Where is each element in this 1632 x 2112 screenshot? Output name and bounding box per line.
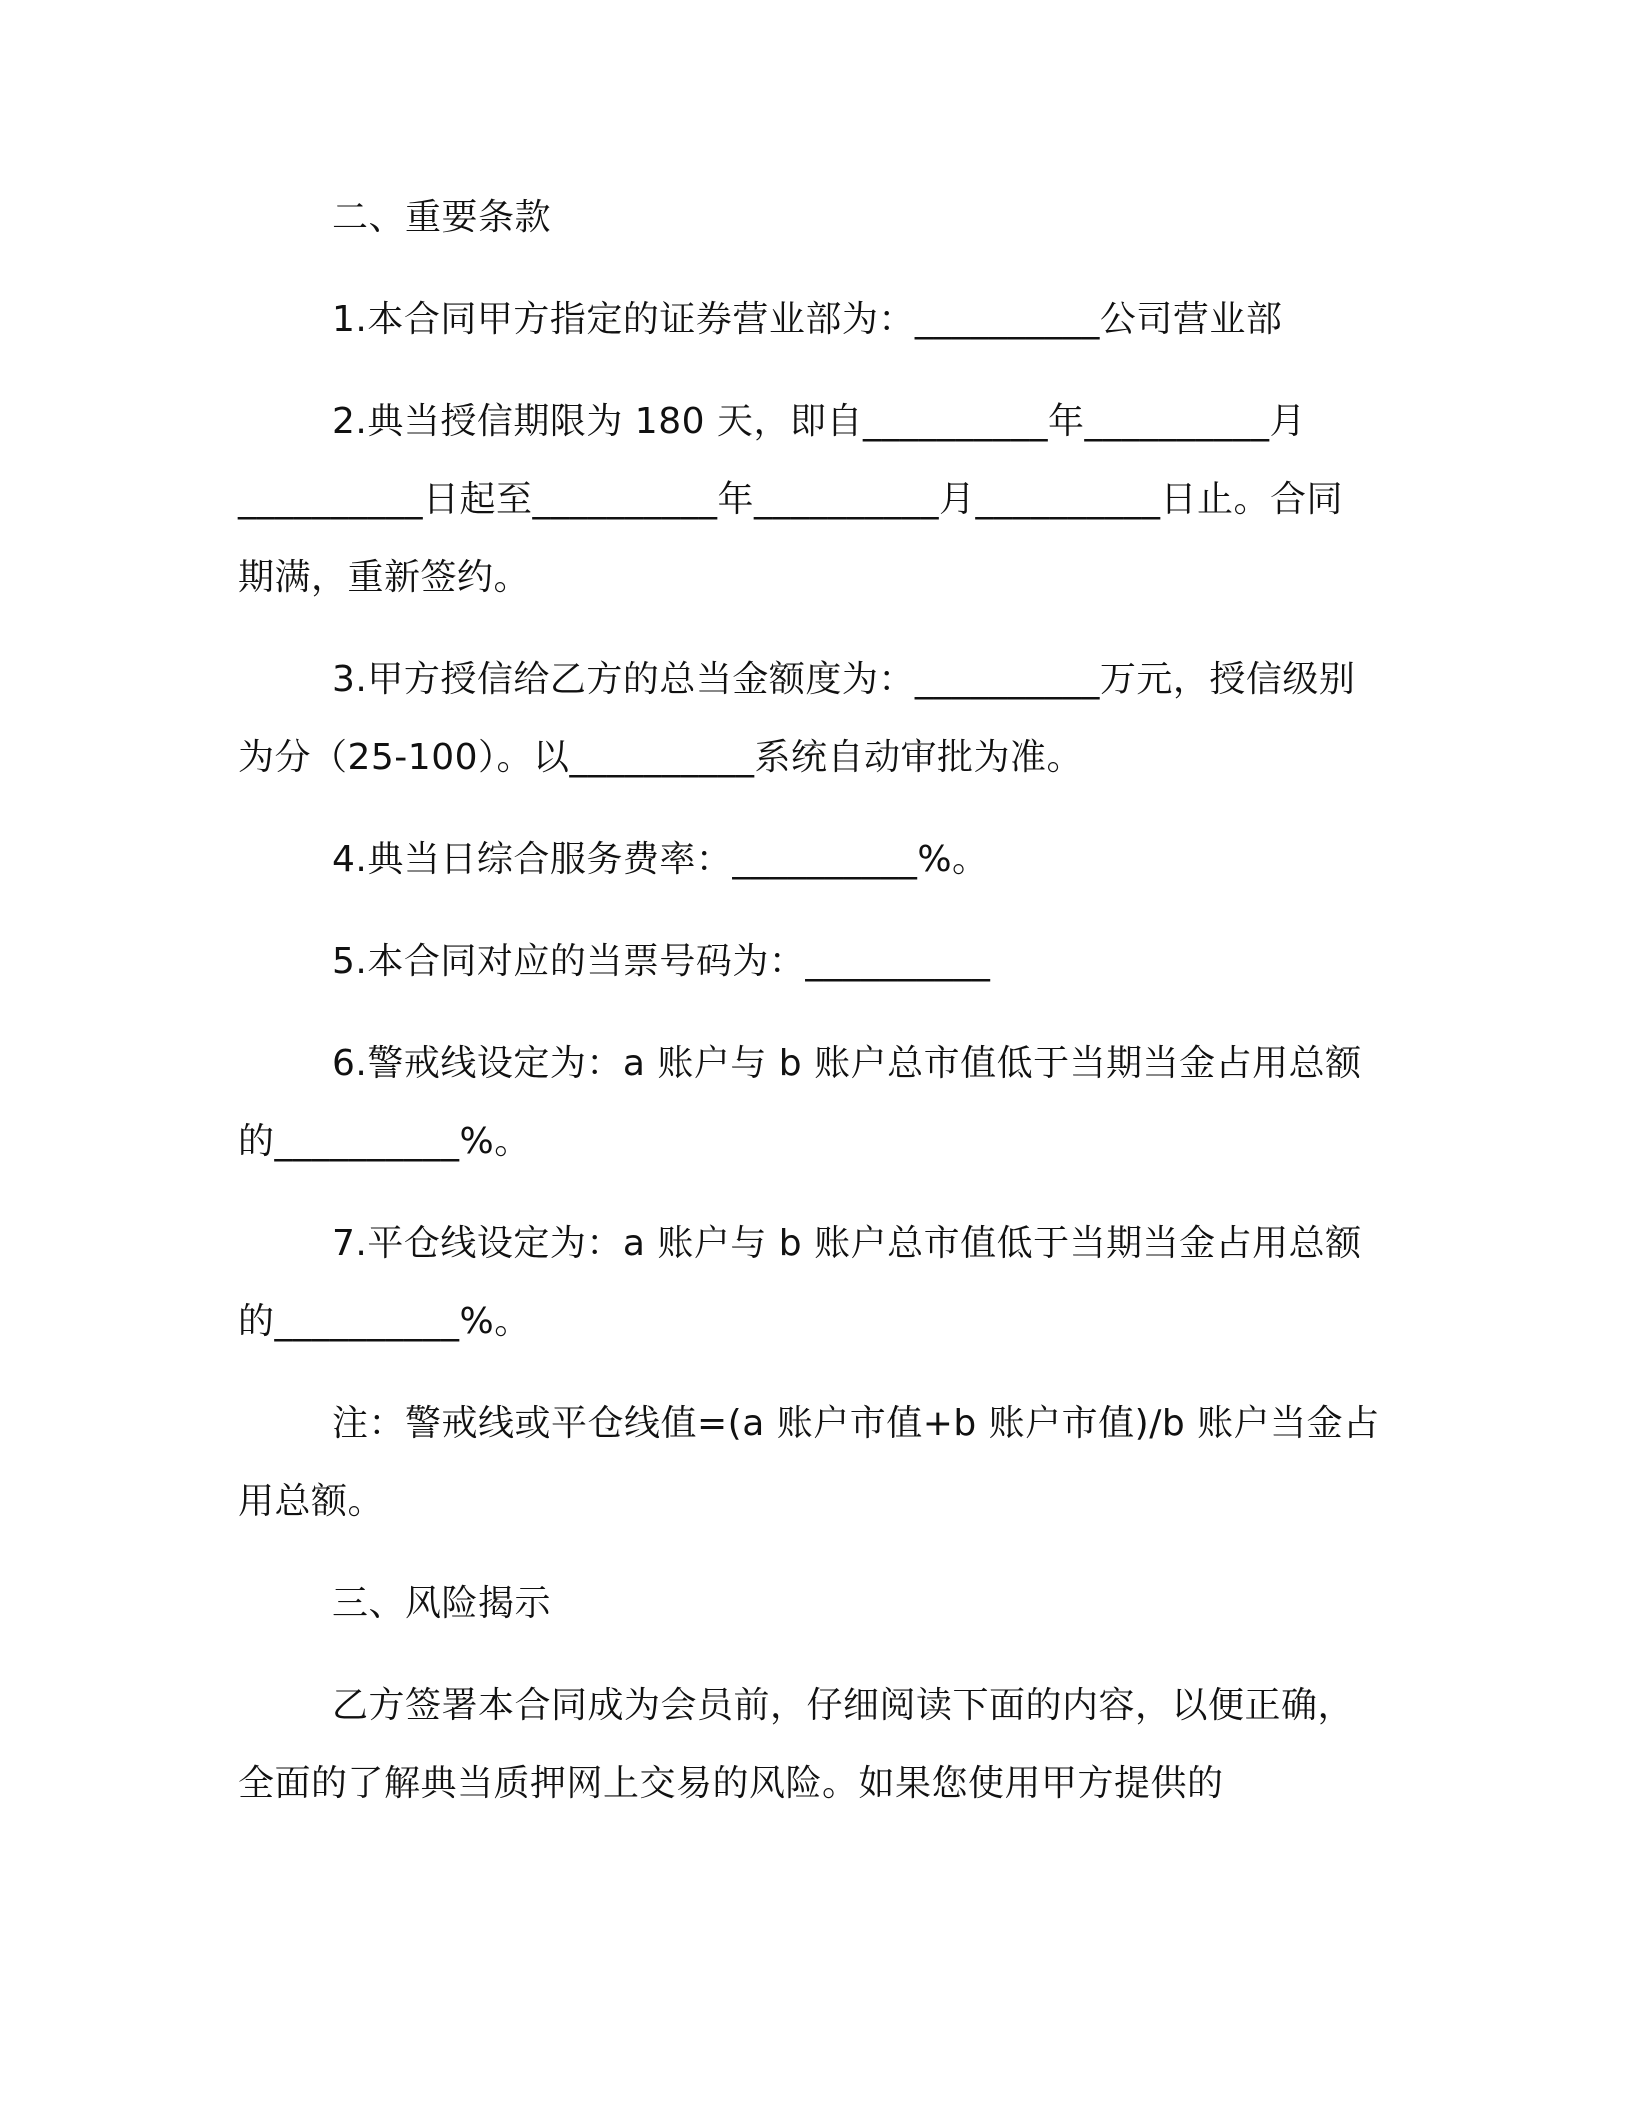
clause-6-line-1: 6.警戒线设定为：a 账户与 b 账户总市值低于当期当金占用总额 xyxy=(332,1043,1362,1084)
clause-2-line-2: __________日起至__________年__________月__________日止。合同 xyxy=(238,479,1344,520)
clause-2-line-1: 2.典当授信期限为 180 天，即自__________年__________月 xyxy=(332,401,1306,442)
clause-7-line-2: 的__________%。 xyxy=(238,1301,531,1342)
risk-paragraph-line-2: 全面的了解典当质押网上交易的风险。如果您使用甲方提供的 xyxy=(238,1763,1224,1804)
clause-3-line-1: 3.甲方授信给乙方的总当金额度为：__________万元，授信级别 xyxy=(332,659,1356,700)
note-line-2: 用总额。 xyxy=(238,1481,385,1522)
clause-7-line-1: 7.平仓线设定为：a 账户与 b 账户总市值低于当期当金占用总额 xyxy=(332,1223,1362,1264)
clause-1: 1.本合同甲方指定的证券营业部为：__________公司营业部 xyxy=(332,299,1283,340)
risk-paragraph-line-1: 乙方签署本合同成为会员前，仔细阅读下面的内容，以便正确， xyxy=(332,1685,1355,1726)
note-line-1: 注：警戒线或平仓线值=(a 账户市值+b 账户市值)/b 账户当金占 xyxy=(332,1403,1380,1444)
clause-3-line-2: 为分（25-100）。以__________系统自动审批为准。 xyxy=(238,737,1084,778)
clause-2-line-3: 期满，重新签约。 xyxy=(238,557,531,598)
clause-5: 5.本合同对应的当票号码为：__________ xyxy=(332,941,991,982)
clause-6-line-2: 的__________%。 xyxy=(238,1121,531,1162)
section-heading-risk-disclosure: 三、风险揭示 xyxy=(332,1583,552,1624)
section-heading-important-terms: 二、重要条款 xyxy=(332,197,552,238)
clause-4: 4.典当日综合服务费率：__________%。 xyxy=(332,839,989,880)
